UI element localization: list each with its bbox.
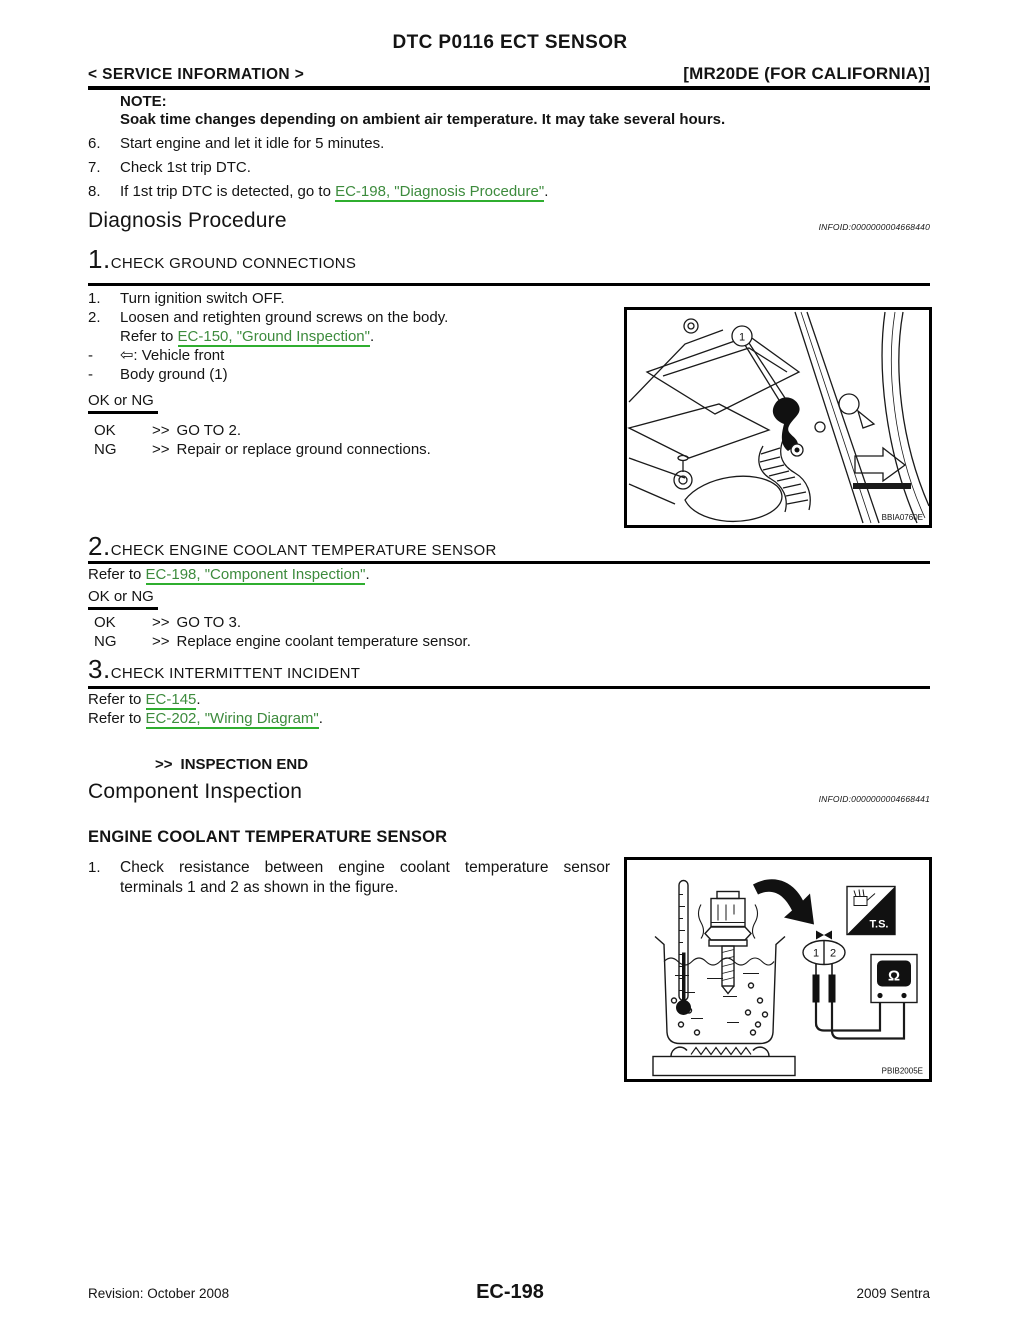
- vehicle-front-arrow-icon: ⇦: [120, 347, 134, 364]
- infoid-label: INFOID:0000000004668440: [818, 222, 930, 232]
- figure-engine-bay: [624, 307, 932, 528]
- result-arrow: >>: [155, 756, 173, 773]
- link-wiring-diagram[interactable]: EC-202, "Wiring Diagram": [145, 710, 319, 727]
- list-number: 7.: [88, 159, 101, 176]
- result-text: Replace engine coolant temperature sensor.: [176, 633, 471, 650]
- result-arrow: >>: [152, 441, 170, 458]
- beaker: [655, 937, 785, 1044]
- result-row-ok: [94, 613, 241, 632]
- callout-number: 1: [738, 331, 746, 344]
- step-3-heading: [88, 654, 360, 685]
- list-text: Turn ignition switch OFF.: [120, 290, 285, 307]
- result-key: OK: [94, 422, 116, 439]
- refer-post: .: [369, 328, 375, 345]
- terminal-2-label: 2: [829, 947, 837, 960]
- result-row-ng: [94, 632, 471, 651]
- page-title: DTC P0116 ECT SENSOR: [392, 32, 628, 53]
- list-text: Check resistance between engine coolant temperature sensor terminals 1 and 2 as shown in the figure.: [120, 859, 610, 896]
- ohm-symbol: Ω: [887, 967, 901, 985]
- subsection-heading-ect-sensor: ENGINE COOLANT TEMPERATURE SENSOR: [88, 828, 448, 846]
- refer-text: [120, 327, 374, 346]
- link-ground-inspection[interactable]: EC-150, "Ground Inspection": [177, 328, 370, 345]
- refer-post: .: [196, 691, 201, 708]
- refer-line: [88, 690, 201, 709]
- result-row-ok: [94, 421, 616, 440]
- list-item: [88, 346, 616, 365]
- note-text: Soak time changes depending on ambient air temperature. It may take several hours.: [120, 111, 726, 128]
- curved-arrow-icon: [753, 879, 814, 924]
- divider: [88, 283, 930, 286]
- refer-pre: Refer to: [88, 691, 146, 708]
- inspection-end-line: [155, 755, 308, 774]
- divider: [88, 686, 930, 689]
- ok-or-ng-label: OK or NG: [88, 392, 158, 414]
- list-text-pre: If 1st trip DTC is detected, go to: [120, 183, 336, 200]
- section-heading-diagnosis-procedure: Diagnosis Procedure: [88, 209, 287, 232]
- infoid-label: INFOID:0000000004668441: [818, 794, 930, 804]
- sensor-test-illustration: [627, 860, 929, 1079]
- list-item: [88, 308, 616, 327]
- refer-pre: Refer to: [88, 566, 146, 583]
- list-text: [120, 346, 224, 365]
- result-arrow: >>: [152, 614, 170, 631]
- result-text: GO TO 2.: [176, 422, 241, 439]
- list-text: Loosen and retighten ground screws on the body.: [120, 309, 449, 326]
- engine-variant-label: [MR20DE (FOR CALIFORNIA)]: [683, 64, 930, 83]
- figure-code: PBIB2005E: [881, 1066, 923, 1076]
- refer-pre: Refer to: [88, 710, 146, 727]
- result-key: OK: [94, 614, 116, 631]
- result-arrow: >>: [152, 633, 170, 650]
- list-text: [120, 182, 548, 201]
- link-component-inspection[interactable]: EC-198, "Component Inspection": [145, 566, 366, 583]
- list-number: 1.: [88, 859, 101, 876]
- figure-sensor-test: [624, 857, 932, 1082]
- footer-revision: Revision: October 2008: [88, 1286, 230, 1301]
- header-divider: [88, 86, 930, 90]
- step-title: CHECK ENGINE COOLANT TEMPERATURE SENSOR: [110, 542, 497, 559]
- result-arrow: >>: [152, 422, 170, 439]
- list-item: [88, 182, 788, 201]
- divider: [88, 561, 930, 564]
- list-number: 8.: [88, 183, 101, 200]
- list-item: [88, 858, 616, 897]
- refer-pre: Refer to: [120, 328, 178, 345]
- result-key: NG: [94, 441, 117, 458]
- burner-flame: [691, 1048, 751, 1055]
- list-number: 6.: [88, 135, 101, 152]
- ts-icon-label: T.S.: [869, 918, 889, 931]
- result-row-ng: [94, 440, 616, 459]
- step-title: CHECK INTERMITTENT INCIDENT: [110, 665, 361, 682]
- dash-bullet: -: [88, 366, 93, 383]
- footer-page-number: EC-198: [476, 1281, 544, 1303]
- vehicle-front-text: : Vehicle front: [133, 347, 225, 364]
- result-text: GO TO 3.: [176, 614, 241, 631]
- step-1-body: [88, 289, 616, 459]
- step-number: 1.: [88, 244, 111, 274]
- link-ec-145[interactable]: EC-145: [145, 691, 197, 708]
- refer-post: .: [318, 710, 323, 727]
- refer-post: .: [365, 566, 370, 583]
- list-text-post: .: [544, 183, 549, 200]
- list-number: 1.: [88, 290, 101, 307]
- terminal-1-label: 1: [812, 947, 820, 960]
- result-text: Repair or replace ground connections.: [176, 441, 431, 458]
- list-item: [88, 365, 616, 384]
- result-key: NG: [94, 633, 117, 650]
- list-number: 2.: [88, 309, 101, 326]
- link-diagnosis-procedure[interactable]: EC-198, "Diagnosis Procedure": [335, 183, 545, 200]
- list-text: Body ground (1): [120, 366, 228, 383]
- step-number: 3.: [88, 654, 111, 684]
- step-2-heading: [88, 531, 497, 562]
- engine-bay-illustration: [627, 310, 929, 525]
- ground-strap: [773, 397, 800, 451]
- footer-model: 2009 Sentra: [856, 1286, 930, 1301]
- breadcrumb-service-information: < SERVICE INFORMATION >: [88, 66, 305, 83]
- list-text: Check 1st trip DTC.: [120, 159, 251, 176]
- list-item: [88, 134, 788, 153]
- note-label: NOTE:: [120, 93, 167, 110]
- burner-base: [653, 1057, 795, 1076]
- step-1-heading: [88, 244, 356, 275]
- figure-code: BBIA0760E: [881, 513, 923, 522]
- step-title: CHECK GROUND CONNECTIONS: [110, 255, 357, 272]
- refer-line: [88, 565, 370, 584]
- inspection-end-text: INSPECTION END: [180, 756, 309, 773]
- refer-line: [88, 327, 616, 346]
- step-number: 2.: [88, 531, 111, 561]
- refer-line: [88, 709, 323, 728]
- list-item: [88, 289, 616, 308]
- list-item: [88, 158, 788, 177]
- section-heading-component-inspection: Component Inspection: [88, 780, 303, 803]
- dash-bullet: -: [88, 347, 93, 364]
- list-text: Start engine and let it idle for 5 minutes.: [120, 135, 385, 152]
- ok-or-ng-label: OK or NG: [88, 588, 158, 610]
